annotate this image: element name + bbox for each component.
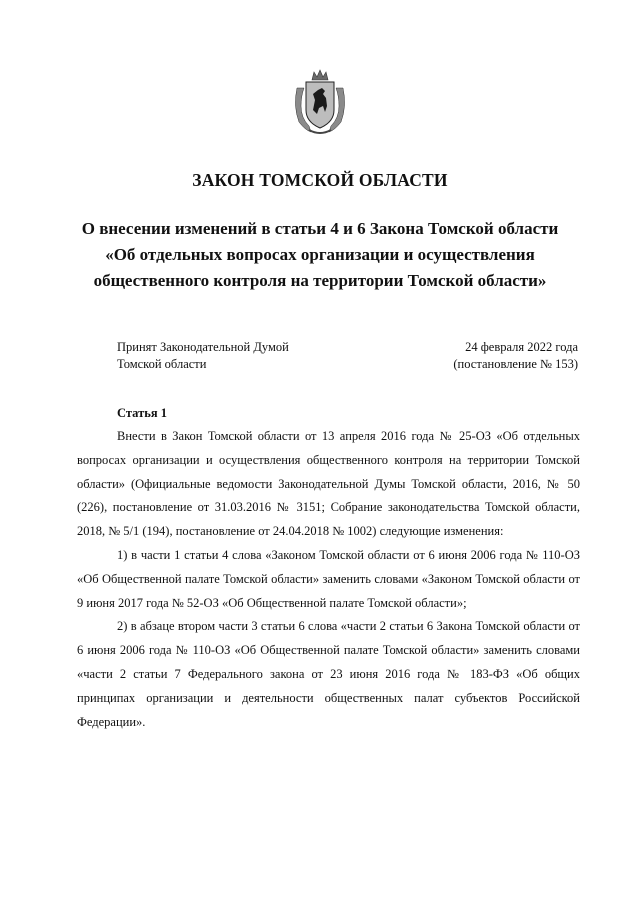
crown-icon [312,70,328,80]
article-heading: Статья 1 [117,406,167,420]
adoption-info [117,339,289,373]
page-title: ЗАКОН ТОМСКОЙ ОБЛАСТИ [192,170,448,190]
adoption-date-block [453,339,578,373]
adopted-by-line: Принят Законодательной Думой [117,340,289,354]
coat-of-arms-emblem [289,66,351,138]
article-body [77,425,580,734]
adopted-by-region: Томской области [117,357,207,371]
law-subtitle: О внесении изменений в статьи 4 и 6 Закона Томской области «Об отдельных вопросах организации и осуществления общественного контроля на территории Томской области» [81,219,559,290]
paragraph: 2) в абзаце втором части 3 статьи 6 слова «части 2 статьи 6 Закона Томской области от 6 июня 2006 года № 110-ОЗ «Об Общественной палате Томской области» заменить словами «части 2 статьи 7 Федерального закона от 23 июня 2016 года № 183-ФЗ «Об общих принципах организации и деятельности общественных палат субъектов Российской Федерации». [77,619,580,729]
paragraph: 1) в части 1 статьи 4 слова «Законом Томской области от 6 июня 2006 года № 110-ОЗ «Об Общественной палате Томской области» заменить словами «Законом Томской области от 9 июня 2017 года № 52-ОЗ «Об Общественной палате Томской области»; [77,547,580,610]
resolution-number: (постановление № 153) [453,357,578,371]
paragraph: Внести в Закон Томской области от 13 апреля 2016 года № 25-ОЗ «Об отдельных вопросах организации и осуществления общественного контроля на территории Томской области» (Официальные ведомости Законодательной Думы Томской области, 2016, № 50 (226), постановление от 31.03.2016 № 3151; Собрание законодательства Томской области, 2018, № 5/1 (194), постановление от 24.04.2018 № 1002) следующие изменения: [77,429,580,539]
adoption-date: 24 февраля 2022 года [465,340,578,354]
